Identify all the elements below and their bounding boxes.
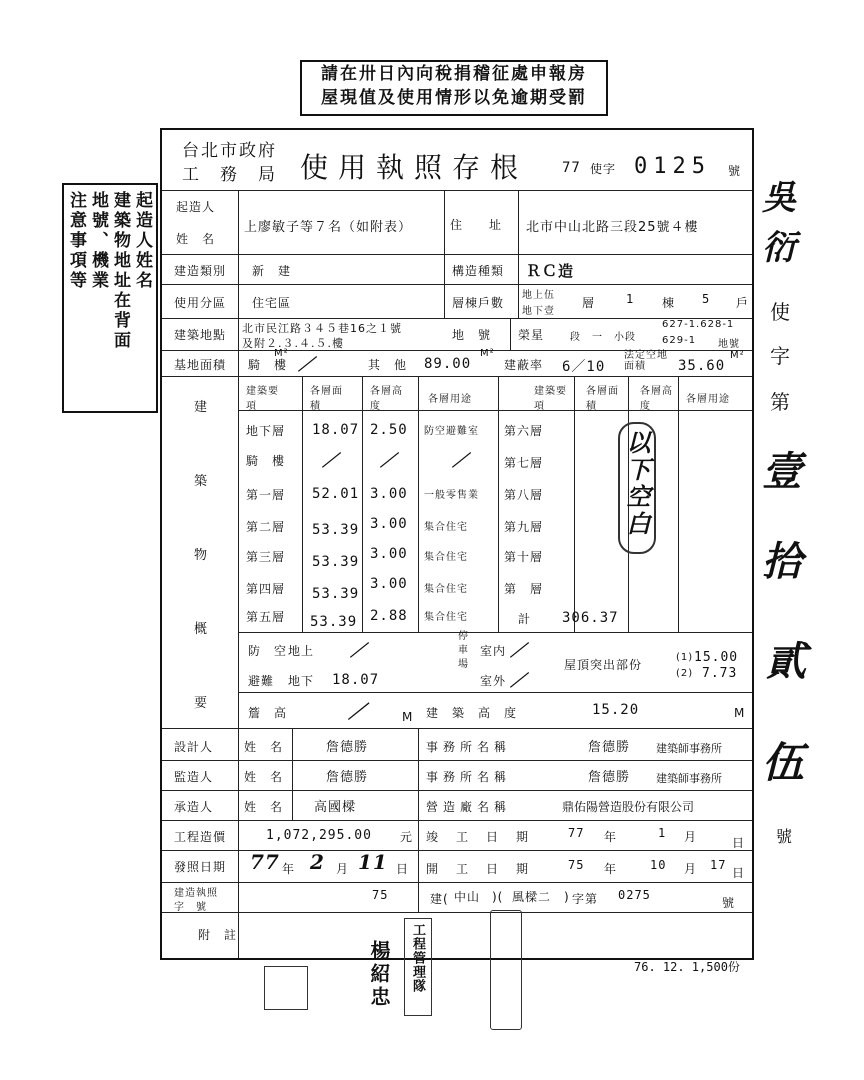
floor-2-use: 集合住宅 [424, 522, 468, 533]
supervisor-name: 詹德勝 [326, 770, 369, 785]
margin-char-6: 壹 [762, 448, 802, 495]
side-note-col3: 地號、機業 [88, 191, 108, 291]
col-area-left: 各層面積 [310, 386, 343, 412]
usage-zone-label: 使用分區 [174, 296, 227, 310]
supervisor-office-label: 事務所名稱 [426, 770, 512, 784]
floor-4-name: 第四層 [246, 582, 286, 596]
lot-section: 榮星 [518, 328, 545, 342]
floor-2-name: 第二層 [246, 520, 286, 534]
eave-unit: M [402, 710, 414, 724]
arcade-area-label: 騎 樓 [248, 358, 288, 372]
floor-b1-area: 18.07 [312, 422, 360, 438]
margin-char-5: 第 [770, 390, 790, 414]
site-address-2: 及附２.３.４.５.樓 [242, 337, 344, 350]
building-height-unit: M [734, 706, 746, 720]
vertical-stamp [490, 910, 522, 1030]
permit-prefix-1: 建( [430, 892, 449, 906]
address-label: 住 址 [450, 218, 503, 232]
floor-1-height: 3.00 [370, 486, 408, 502]
roof-1-label: (1) [676, 652, 694, 663]
tax-notice-line1: 請在卅日內向稅捐稽征處申報房 [321, 64, 587, 84]
start-date-label: 開工日期 [426, 862, 547, 876]
roof-label: 屋頂突出部份 [564, 658, 643, 672]
contractor-office: 鼎佑陽營造股份有限公司 [562, 800, 695, 814]
roof-2-value: 7.73 [702, 666, 738, 681]
floor-arcade-height: ／ [380, 451, 398, 470]
total-area: 306.37 [562, 610, 619, 626]
floor-b1-name: 地下層 [246, 424, 286, 438]
side-note-col1: 起造人姓名 [132, 191, 152, 291]
floor-arcade-use: ／ [452, 451, 470, 470]
completion-year-unit: 年 [604, 830, 618, 844]
issue-day: 11 [358, 850, 388, 874]
permit-prefix-3: ) [564, 890, 570, 904]
side-note-col4: 注意事項等 [66, 191, 86, 291]
summary-label-1: 建 [194, 400, 209, 415]
floor-extra-name: 第 層 [504, 582, 544, 596]
margin-char-8: 貳 [766, 638, 806, 685]
building-height-label: 建 築 高 度 [426, 706, 518, 720]
parking-outside-label: 室外 [480, 674, 507, 688]
print-footer: 76. 12. 1,500份 [634, 960, 740, 974]
designer-office-suffix: 建築師事務所 [656, 742, 722, 755]
col-height-right: 各層高度 [640, 386, 673, 412]
col-item-right: 建築要項 [534, 386, 567, 412]
usage-zone-value: 住宅區 [252, 296, 292, 310]
contractor-name: 高國樑 [314, 800, 357, 815]
floor-1-use: 一般零售業 [424, 490, 479, 501]
lot-numbers: 627-1.628-1 [662, 319, 735, 330]
permit-label-a: 建造執照 [174, 888, 218, 899]
col-height-left: 各層高度 [370, 386, 403, 412]
completion-month-unit: 月 [684, 830, 698, 844]
designer-label: 設計人 [174, 740, 214, 754]
side-note-box [62, 183, 158, 413]
designer-name: 詹德勝 [326, 740, 369, 755]
parking-label: 停車場 [458, 631, 469, 670]
completion-month: 1 [658, 826, 667, 840]
floor-4-area: 53.39 [312, 586, 360, 602]
permit-district: 中山 [454, 890, 481, 904]
total-label: 計 [518, 612, 532, 626]
completion-year: 77 [568, 826, 585, 840]
permit-word: 字第 [572, 892, 599, 906]
building-type-value: 新 建 [252, 264, 292, 278]
seal-stamp [264, 966, 308, 1010]
roof-2-label: (2) [676, 668, 694, 679]
margin-char-2: 衍 [762, 228, 796, 268]
supervisor-label: 監造人 [174, 770, 214, 784]
applicant-address: 北市中山北路三段25號４樓 [526, 220, 699, 235]
col-item-left: 建築要項 [246, 386, 279, 412]
shelter-below-value: 18.07 [332, 672, 380, 688]
applicant-label-a: 起造人 [176, 200, 216, 214]
lot-label: 地 號 [452, 328, 492, 342]
permit-ref-number: 0275 [618, 888, 651, 902]
floor-9-name: 第九層 [504, 520, 544, 534]
designer-office: 詹德勝 [588, 740, 631, 755]
start-year: 75 [568, 858, 585, 872]
lot-subsection: 段 一 小段 [570, 332, 636, 343]
floor-5-height: 2.88 [370, 608, 408, 624]
building-count: 1 [626, 292, 635, 306]
floor-1-area: 52.01 [312, 486, 360, 502]
arcade-area-unit: M² [274, 348, 289, 359]
base-area-label: 基地面積 [174, 358, 227, 372]
floor-4-use: 集合住宅 [424, 584, 468, 595]
issue-year: 77 [250, 850, 280, 874]
agency-name: 台北市政府 [182, 141, 277, 161]
contractor-label: 承造人 [174, 800, 214, 814]
floor-3-name: 第三層 [246, 550, 286, 564]
floor-6-name: 第六層 [504, 424, 544, 438]
start-month-unit: 月 [684, 862, 698, 876]
shelter-label: 防 空 [248, 644, 288, 658]
col-usage-right: 各層用途 [686, 394, 730, 405]
permit-year: 77 [562, 160, 581, 176]
arcade-area-value: ／ [298, 355, 316, 374]
floor-b1-height: 2.50 [370, 422, 408, 438]
issue-month: 2 [310, 850, 325, 874]
supervisor-name-label: 姓 名 [244, 770, 284, 784]
summary-label-3: 物 [194, 548, 209, 563]
margin-char-4: 字 [770, 344, 790, 368]
applicant-label-b: 姓 名 [176, 232, 216, 246]
floor-5-area: 53.39 [310, 614, 358, 630]
permit-label-b: 字 號 [174, 902, 207, 913]
summary-label-5: 要 [194, 696, 209, 711]
page-title: 使用執照存根 [300, 151, 529, 184]
floor-unit: 層 [582, 296, 596, 310]
cost-value: 1,072,295.00 [266, 828, 372, 843]
applicant-name: 上廖敏子等７名（如附表） [244, 220, 413, 235]
parking-inside-label: 室内 [480, 644, 507, 658]
issue-year-unit: 年 [282, 862, 296, 876]
floors-above: 地上伍 [522, 290, 555, 301]
building-type-label: 建造類別 [174, 264, 227, 278]
floor-count-label: 層棟戶數 [452, 296, 505, 310]
floor-3-height: 3.00 [370, 546, 408, 562]
bureau-name: 工 務 局 [182, 165, 277, 185]
floor-5-use: 集合住宅 [424, 612, 468, 623]
floor-3-use: 集合住宅 [424, 552, 468, 563]
lot-numbers-2: 629-1 [662, 335, 697, 346]
site-address-1: 北市民江路３４５巷16之１號 [242, 322, 402, 335]
floor-2-area: 53.39 [312, 522, 360, 538]
designer-name-label: 姓 名 [244, 740, 284, 754]
building-unit: 棟 [662, 296, 676, 310]
supervisor-office-suffix: 建築師事務所 [656, 772, 722, 785]
parking-outside-value: ／ [510, 671, 528, 690]
cost-label: 工程造價 [174, 830, 227, 844]
remarks-label: 附 註 [198, 928, 238, 942]
permit-char: 使字 [590, 162, 617, 176]
issue-month-unit: 月 [336, 862, 350, 876]
side-note-col2: 建築物地址在背面 [110, 191, 130, 351]
team-stamp-text: 工程管理隊 [410, 923, 425, 993]
col-usage-left: 各層用途 [428, 394, 472, 405]
signature-stamp: 楊紹忠 [367, 940, 391, 1009]
shelter-below-label: 地下 [288, 674, 315, 688]
permit-suffix: 號 [728, 164, 742, 178]
shelter-above-value: ／ [350, 641, 368, 660]
floor-1-name: 第一層 [246, 488, 286, 502]
supervisor-office: 詹德勝 [588, 770, 631, 785]
tax-notice-line2: 屋現值及使用情形以免逾期受罰 [321, 88, 587, 108]
site-label: 建築地點 [174, 328, 227, 342]
cost-unit: 元 [400, 830, 414, 844]
floor-b1-use: 防空避難室 [424, 426, 479, 437]
col-area-right: 各層面積 [586, 386, 619, 412]
floor-arcade-area: ／ [322, 451, 340, 470]
blank-note: 以下空白 [622, 430, 651, 538]
start-day-unit: 日 [732, 866, 746, 880]
structure-label: 構造種類 [452, 264, 505, 278]
building-height-value: 15.20 [592, 702, 640, 718]
permit-prefix-2: )( [492, 890, 504, 904]
margin-char-1: 吳 [762, 178, 796, 218]
contractor-name-label: 姓 名 [244, 800, 284, 814]
lot-suffix: 地號 [718, 339, 740, 350]
eave-value: ／ [348, 702, 367, 723]
legal-open-value: 35.60 [678, 358, 726, 374]
roof-1-value: 15.00 [694, 650, 739, 665]
other-area-value: 89.00 [424, 356, 472, 372]
margin-char-9: 伍 [762, 738, 805, 787]
other-area-label: 其 他 [368, 358, 408, 372]
issue-day-unit: 日 [396, 862, 410, 876]
use-permit-stub-form [160, 128, 754, 960]
permit-number: 0125 [634, 154, 711, 179]
structure-value: ＲＣ造 [526, 262, 575, 280]
escape-label: 避難 [248, 674, 275, 688]
start-year-unit: 年 [604, 862, 618, 876]
eave-label: 簷 高 [248, 706, 288, 720]
completion-label: 竣工日期 [426, 830, 547, 844]
floor-10-name: 第十層 [504, 550, 544, 564]
issue-date-label: 發照日期 [174, 860, 227, 874]
floor-2-height: 3.00 [370, 516, 408, 532]
household-count: 5 [702, 292, 711, 306]
team-stamp [404, 918, 432, 1016]
completion-day-unit: 日 [732, 836, 746, 850]
summary-label-4: 概 [194, 622, 209, 637]
start-day: 17 [710, 858, 727, 872]
other-area-unit: M² [480, 348, 495, 359]
legal-open-label: 法定空地面積 [624, 350, 668, 372]
margin-char-7: 拾 [762, 538, 802, 585]
floor-3-area: 53.39 [312, 554, 360, 570]
summary-label-2: 築 [194, 474, 209, 489]
floors-below: 地下壹 [522, 306, 555, 317]
permit-year-ref: 75 [372, 888, 389, 902]
shelter-above-label: 地上 [288, 644, 315, 658]
start-month: 10 [650, 858, 667, 872]
coverage-label: 建蔽率 [504, 358, 544, 372]
contractor-office-label: 營造廠名稱 [426, 800, 512, 814]
household-unit: 戶 [736, 296, 750, 310]
tax-notice [300, 60, 608, 116]
coverage-value: 6／10 [562, 359, 606, 375]
floor-5-name: 第五層 [246, 610, 286, 624]
permit-ref-suffix: 號 [722, 896, 736, 910]
permit-sub: 風樑二 [512, 890, 552, 904]
designer-office-label: 事務所名稱 [426, 740, 512, 754]
floor-7-name: 第七層 [504, 456, 544, 470]
margin-char-10: 號 [776, 827, 793, 846]
floor-8-name: 第八層 [504, 488, 544, 502]
legal-open-unit: M² [730, 350, 745, 361]
parking-inside-value: ／ [510, 641, 528, 660]
floor-4-height: 3.00 [370, 576, 408, 592]
margin-char-3: 使 [770, 300, 790, 324]
floor-arcade-name: 騎 樓 [246, 454, 286, 468]
